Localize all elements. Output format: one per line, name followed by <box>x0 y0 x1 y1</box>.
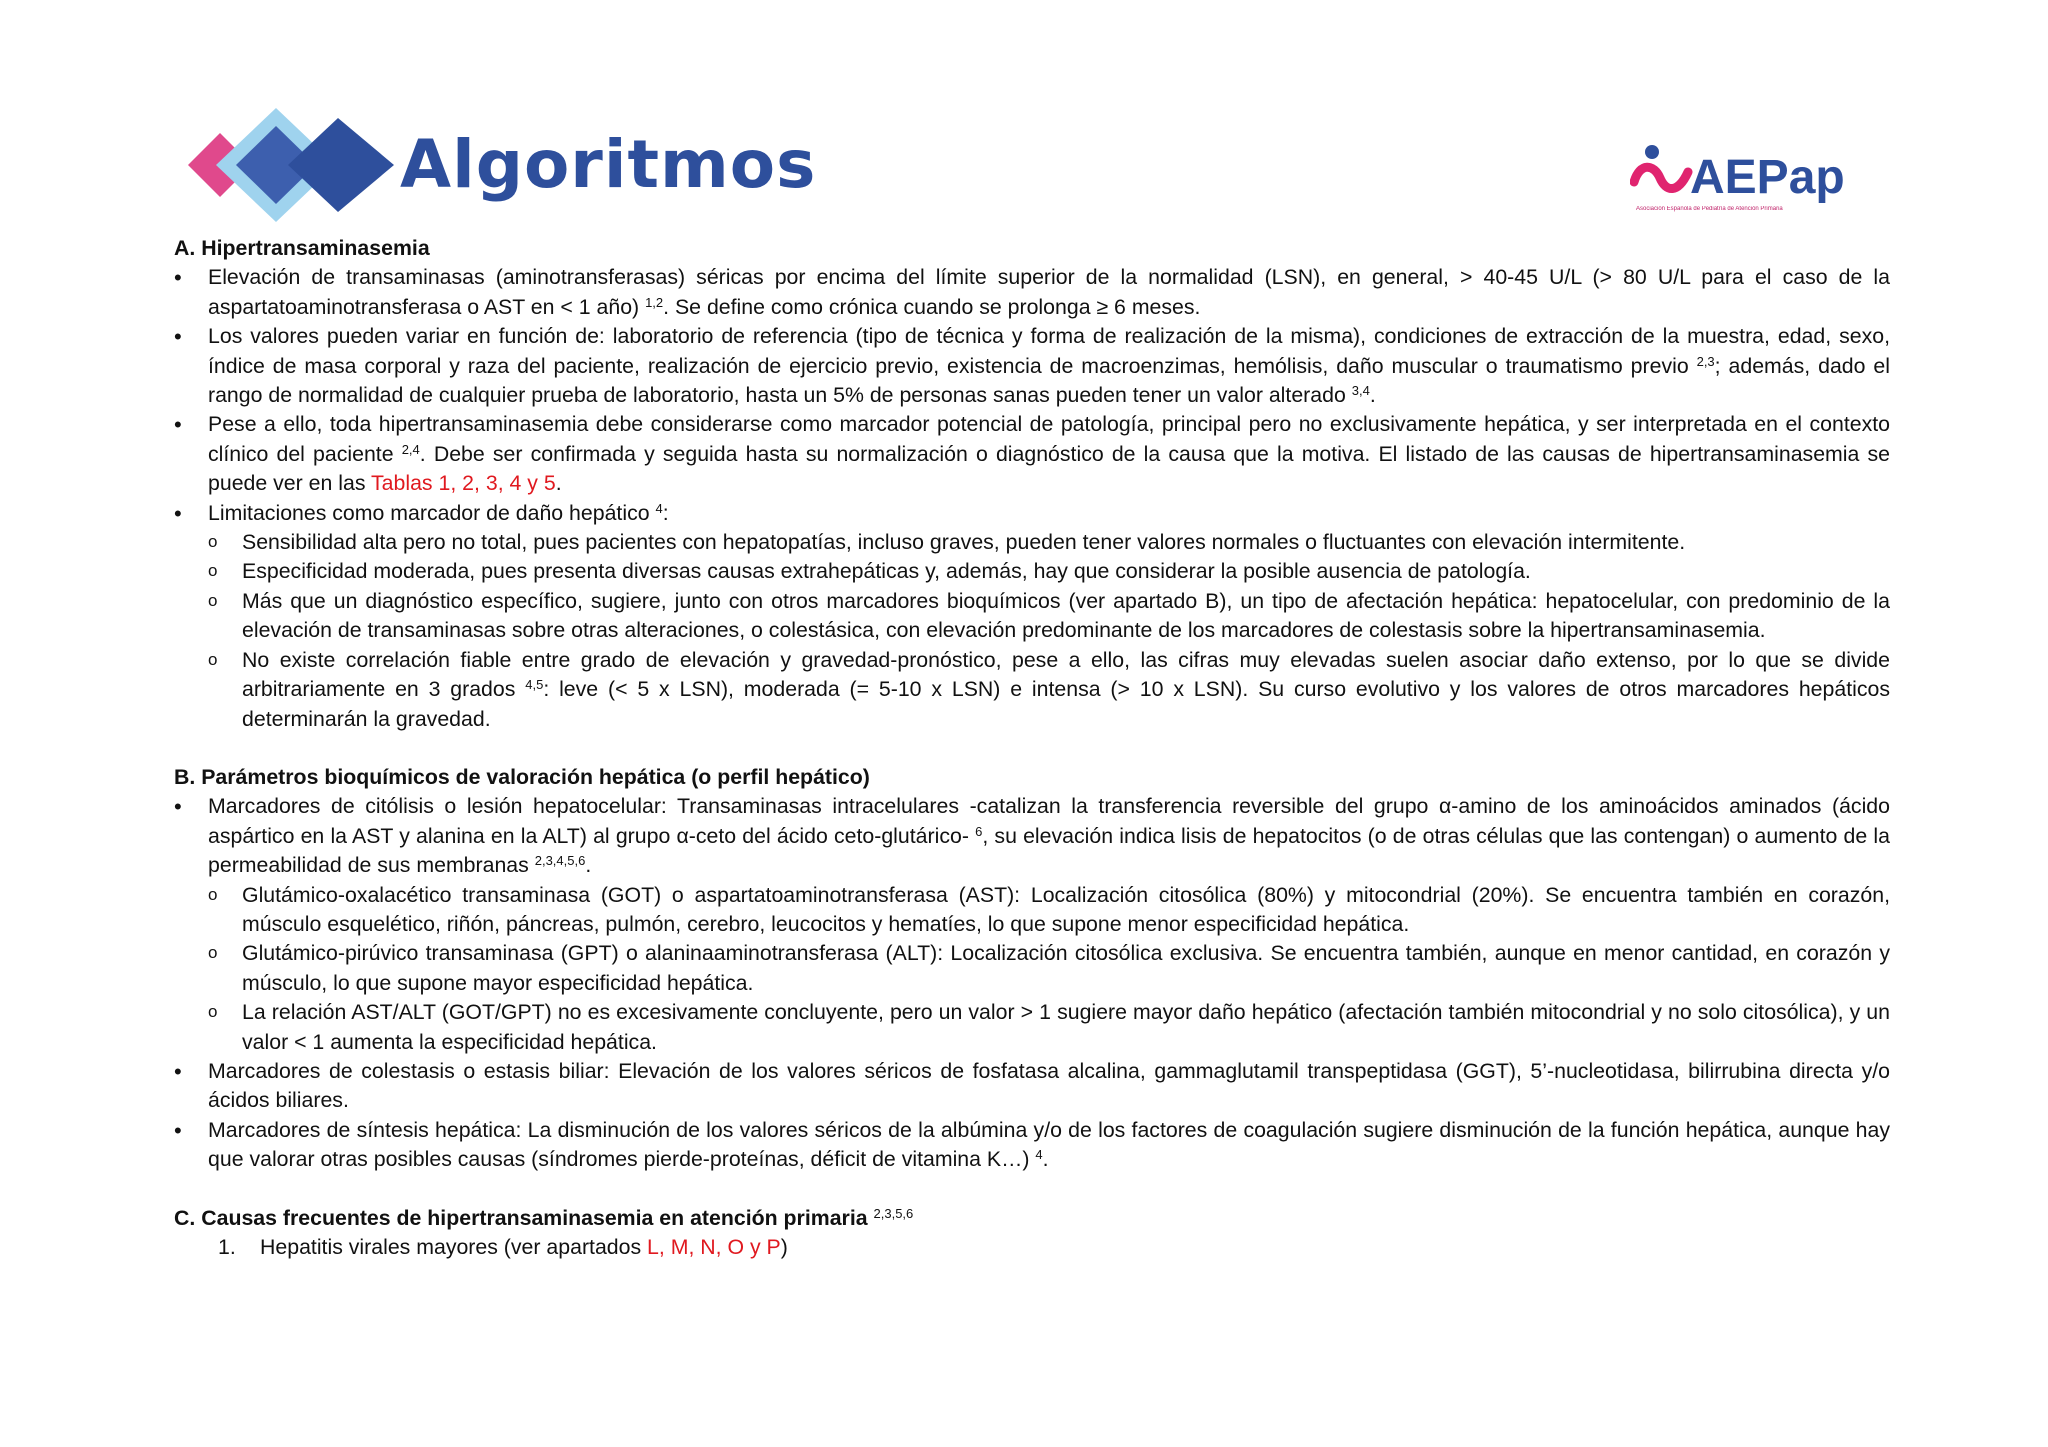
section-c-title: C. Causas frecuentes de hipertransaminasemia en atención primaria $^{2,3,5,6}$ <box>174 1205 914 1230</box>
diamond-logo-icon <box>188 108 408 226</box>
list-item: • Marcadores de síntesis hepática: La disminución de los valores séricos de la albúmina y/o de los factores de coagulación sugiere disminución de la función hepática, aunque hay que valorar otras posibles causas (síndromes pierde-proteínas, déficit de vitamina K…) $^4$. <box>174 1116 1890 1175</box>
section-b-list <box>174 792 1890 1174</box>
sub-list-item: o No existe correlación fiable entre grado de elevación y gravedad-pronóstico, pese a ello, las cifras muy elevadas suelen asociar daño extenso, por lo que se divide arbitrariamente en 3 grados $^{4,5}$: leve (< 5 x LSN), moderada (= 5-10 x LSN) e intensa (> 10 x LSN). Su curso evolutivo y los valores de otros marcadores hepáticos determinarán la gravedad. <box>208 646 1890 734</box>
tablas-link[interactable]: Tablas 1, 2, 3, 4 y 5 <box>371 471 556 496</box>
list-item: • Marcadores de citólisis o lesión hepatocelular: Transaminasas intracelulares -catalizan la transferencia reversible del grupo α-amino de los aminoácidos aminados (ácido aspártico en la AST y alanina en la ALT) al grupo α-ceto del ácido ceto-glutárico- $^6$, su elevación indica lisis de hepatocitos (o de otras células que las contengan) o aumento de la permeabilidad de sus membranas $^{2,3,4,5,6}$. o Glutámico-oxalacético transaminasa (GOT) o aspartatoaminotransferasa (AST): Localización citosólica (80%) y mitocondrial (20%). Se encuentra también en corazón, músculo esquelético, riñón, páncreas, pulmón, cerebro, leucocitos y hematíes, lo que supone menor especificidad hepática. o Glutámico-pirúvico transaminasa (GPT) o alaninaaminotransferasa (ALT): Localización citosólica exclusiva. Se encuentra también, aunque en menor cantidad, en corazón y músculo, lo que supone mayor especificidad hepática. o La relación AST/ALT (GOT/GPT) no es excesivamente concluyente, pero un valor > 1 sugiere mayor daño hepático (afectación también mitocondrial y no solo citosólica), y un valor < 1 aumenta la especificidad hepática. <box>174 792 1890 1057</box>
aepap-logo <box>1630 142 1870 226</box>
sub-list-item: o Glutámico-pirúvico transaminasa (GPT) o alaninaaminotransferasa (ALT): Localización citosólica exclusiva. Se encuentra también, aunque en menor cantidad, en corazón y músculo, lo que supone mayor especificidad hepática. <box>208 939 1890 998</box>
section-a-list <box>174 263 1890 734</box>
list-item: • Los valores pueden variar en función de: laboratorio de referencia (tipo de técnica y forma de realización de la misma), condiciones de extracción de la muestra, edad, sexo, índice de masa corporal y raza del paciente, realización de ejercicio previo, existencia de macroenzimas, hemólisis, daño muscular o traumatismo previo $^{2,3}$; además, dado el rango de normalidad de cualquier prueba de laboratorio, hasta un 5% de personas sanas pueden tener un valor alterado $^{3,4}$. <box>174 322 1890 410</box>
algoritmos-logo <box>188 108 817 226</box>
sub-list <box>208 881 1890 1057</box>
document-body <box>174 234 1890 1262</box>
section-b-title: B. Parámetros bioquímicos de valoración hepática (o perfil hepático) <box>174 764 870 789</box>
sub-list-item: o Sensibilidad alta pero no total, pues pacientes con hepatopatías, incluso graves, pueden tener valores normales o fluctuantes con elevación intermitente. <box>208 528 1890 557</box>
list-item: 1. Hepatitis virales mayores (ver apartados L, M, N, O y P) <box>218 1235 788 1259</box>
section-c-list <box>174 1233 1890 1262</box>
aepap-wordmark: AEPap <box>1690 151 1845 204</box>
sub-list <box>208 528 1890 734</box>
list-item: • Elevación de transaminasas (aminotransferasas) séricas por encima del límite superior de la normalidad (LSN), en general, > 40-45 U/L (> 80 U/L para el caso de la aspartatoaminotransferasa o AST en < 1 año) $^{1,2}$. Se define como crónica cuando se prolonga ≥ 6 meses. <box>174 263 1890 322</box>
sub-list-item: o Más que un diagnóstico específico, sugiere, junto con otros marcadores bioquímicos (ver apartado B), un tipo de afectación hepática: hepatocelular, con predominio de la elevación de transaminasas sobre otras alteraciones, o colestásica, con elevación predominante de los marcadores de colestasis sobre la hipertransaminasemia. <box>208 587 1890 646</box>
list-item: • Marcadores de colestasis o estasis biliar: Elevación de los valores séricos de fosfatasa alcalina, gammaglutamil transpeptidasa (GGT), 5’-nucleotidasa, bilirrubina directa y/o ácidos biliares. <box>174 1057 1890 1116</box>
sub-list-item: o Glutámico-oxalacético transaminasa (GOT) o aspartatoaminotransferasa (AST): Localización citosólica (80%) y mitocondrial (20%). Se encuentra también en corazón, músculo esquelético, riñón, páncreas, pulmón, cerebro, leucocitos y hematíes, lo que supone menor especificidad hepática. <box>208 881 1890 940</box>
list-item: • Pese a ello, toda hipertransaminasemia debe considerarse como marcador potencial de patología, principal pero no exclusivamente hepática, y ser interpretada en el contexto clínico del paciente $^{2,4}$. Debe ser confirmada y seguida hasta su normalización o diagnóstico de la causa que la motiva. El listado de las causas de hipertransaminasemia se puede ver en las Tablas 1, 2, 3, 4 y 5. <box>174 410 1890 498</box>
sub-list-item: o La relación AST/ALT (GOT/GPT) no es excesivamente concluyente, pero un valor > 1 sugiere mayor daño hepático (afectación también mitocondrial y no solo citosólica), y un valor < 1 aumenta la especificidad hepática. <box>208 998 1890 1057</box>
sub-list-item: o Especificidad moderada, pues presenta diversas causas extrahepáticas y, además, hay que considerar la posible ausencia de patología. <box>208 557 1890 586</box>
apartados-link[interactable]: L, M, N, O y P <box>647 1235 781 1259</box>
section-a-title: A. Hipertransaminasemia <box>174 236 430 260</box>
list-item: • Limitaciones como marcador de daño hepático $^4$: o Sensibilidad alta pero no total, pues pacientes con hepatopatías, incluso graves, pueden tener valores normales o fluctuantes con elevación intermitente. o Especificidad moderada, pues presenta diversas causas extrahepáticas y, además, hay que considerar la posible ausencia de patología. o Más que un diagnóstico específico, sugiere, junto con otros marcadores bioquímicos (ver apartado B), un tipo de afectación hepática: hepatocelular, con predominio de la elevación de transaminasas sobre otras alteraciones, o colestásica, con elevación predominante de los marcadores de colestasis sobre la hipertransaminasemia. o No existe correlación fiable entre grado de elevación y gravedad-pronóstico, pese a ello, las cifras muy elevadas suelen asociar daño extenso, por lo que se divide arbitrariamente en 3 grados $^{4,5}$: leve (< 5 x LSN), moderada (= 5-10 x LSN) e intensa (> 10 x LSN). Su curso evolutivo y los valores de otros marcadores hepáticos determinarán la gravedad. <box>174 499 1890 734</box>
aepap-subtitle: Asociación Española de Pediatría de Atención Primaria <box>1636 206 1783 212</box>
algoritmos-wordmark: Algoritmos <box>400 126 817 203</box>
